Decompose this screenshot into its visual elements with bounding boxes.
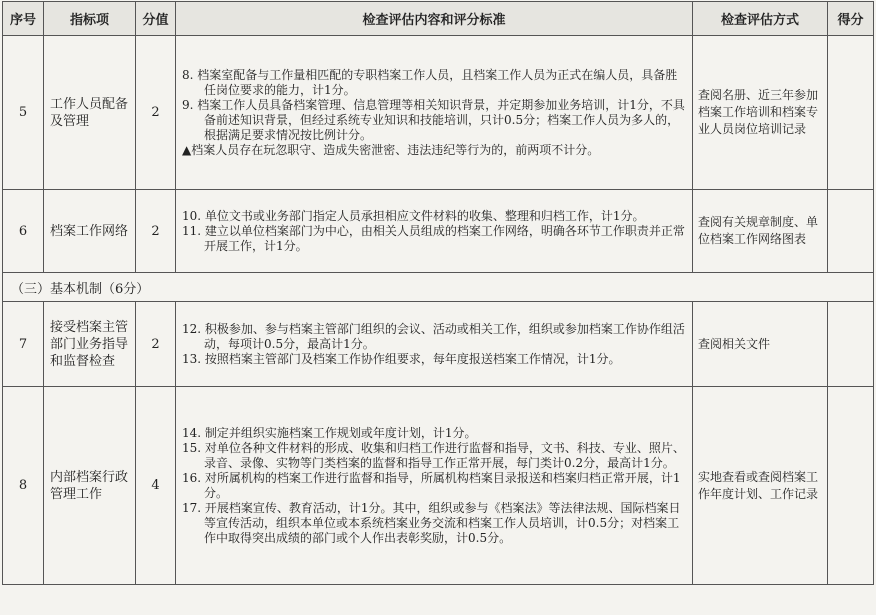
row-got-score — [828, 190, 874, 273]
row-seq: 7 — [3, 302, 44, 387]
criteria-item: 8. 档案室配备与工作量相匹配的专职档案工作人员，且档案工作人员为正式在编人员，具备胜任岗位要求的能力，计1分。 — [182, 67, 678, 97]
row-got-score — [828, 302, 874, 387]
table-row — [3, 190, 874, 273]
row-item-name: 档案工作网络 — [44, 190, 136, 273]
criteria-item: 10. 单位文书或业务部门指定人员承担相应文件材料的收集、整理和归档工作，计1分。 — [182, 208, 645, 223]
section-title: （三）基本机制（6分） — [3, 273, 874, 302]
header-got: 得分 — [828, 2, 874, 36]
row-score: 4 — [136, 387, 176, 585]
row-method: 查阅名册、近三年参加档案工作培训和档案专业人员岗位培训记录 — [693, 36, 828, 190]
row-got-score — [828, 387, 874, 585]
row-seq: 8 — [3, 387, 44, 585]
criteria-item: 17. 开展档案宣传、教育活动，计1分。其中，组织或参与《档案法》等法律法规、国际档案日等宣传活动，组织本单位或本系统档案业务交流和档案工作人员培训，计0.5分；对档案工作中取得突出成绩的部门或个人作出表彰奖励，计0.5分。 — [182, 500, 681, 545]
header-row — [3, 2, 874, 36]
criteria-note: ▲档案人员存在玩忽职守、造成失密泄密、违法违纪等行为的，前两项不计分。 — [182, 142, 600, 157]
criteria-item: 13. 按照档案主管部门及档案工作协作组要求，每年度报送档案工作情况，计1分。 — [182, 351, 621, 366]
section-row — [3, 273, 874, 302]
criteria-item: 15. 对单位各种文件材料的形成、收集和归档工作进行监督和指导，文书、科技、专业、照片、录音、录像、实物等门类档案的监督和指导工作正常开展，每门类计0.2分，最高计1分。 — [182, 440, 685, 470]
header-score: 分值 — [136, 2, 176, 36]
table-row — [3, 387, 874, 585]
row-score: 2 — [136, 302, 176, 387]
row-item-name: 内部档案行政管理工作 — [44, 387, 136, 585]
row-criteria — [176, 387, 693, 585]
row-method: 查阅有关规章制度、单位档案工作网络图表 — [693, 190, 828, 273]
header-criteria: 检查评估内容和评分标准 — [176, 2, 693, 36]
header-seq: 序号 — [3, 2, 44, 36]
row-criteria — [176, 302, 693, 387]
criteria-item: 12. 积极参加、参与档案主管部门组织的会议、活动或相关工作，组织或参加档案工作协作组活动，每项计0.5分，最高计1分。 — [182, 321, 685, 351]
row-seq: 6 — [3, 190, 44, 273]
evaluation-table — [2, 1, 874, 585]
criteria-item: 11. 建立以单位档案部门为中心，由相关人员组成的档案工作网络，明确各环节工作职责并正常开展工作，计1分。 — [182, 223, 685, 253]
row-got-score — [828, 36, 874, 190]
criteria-item: 14. 制定并组织实施档案工作规划或年度计划，计1分。 — [182, 425, 477, 440]
row-criteria — [176, 190, 693, 273]
header-method: 检查评估方式 — [693, 2, 828, 36]
row-criteria — [176, 36, 693, 190]
row-score: 2 — [136, 190, 176, 273]
row-seq: 5 — [3, 36, 44, 190]
row-item-name: 工作人员配备及管理 — [44, 36, 136, 190]
row-method: 查阅相关文件 — [693, 302, 828, 387]
criteria-item: 16. 对所属机构的档案工作进行监督和指导，所属机构档案目录报送和档案归档正常开展，计1分。 — [182, 470, 681, 500]
table-row — [3, 302, 874, 387]
table-row — [3, 36, 874, 190]
row-score: 2 — [136, 36, 176, 190]
criteria-item: 9. 档案工作人员具备档案管理、信息管理等相关知识背景，并定期参加业务培训，计1分，不具备前述知识背景，但经过系统专业知识和技能培训，只计0.5分；档案工作人员为多人的，根据满足要求情况按比例计分。 — [182, 97, 685, 142]
row-item-name: 接受档案主管部门业务指导和监督检查 — [44, 302, 136, 387]
header-item: 指标项 — [44, 2, 136, 36]
row-method: 实地查看或查阅档案工作年度计划、工作记录 — [693, 387, 828, 585]
